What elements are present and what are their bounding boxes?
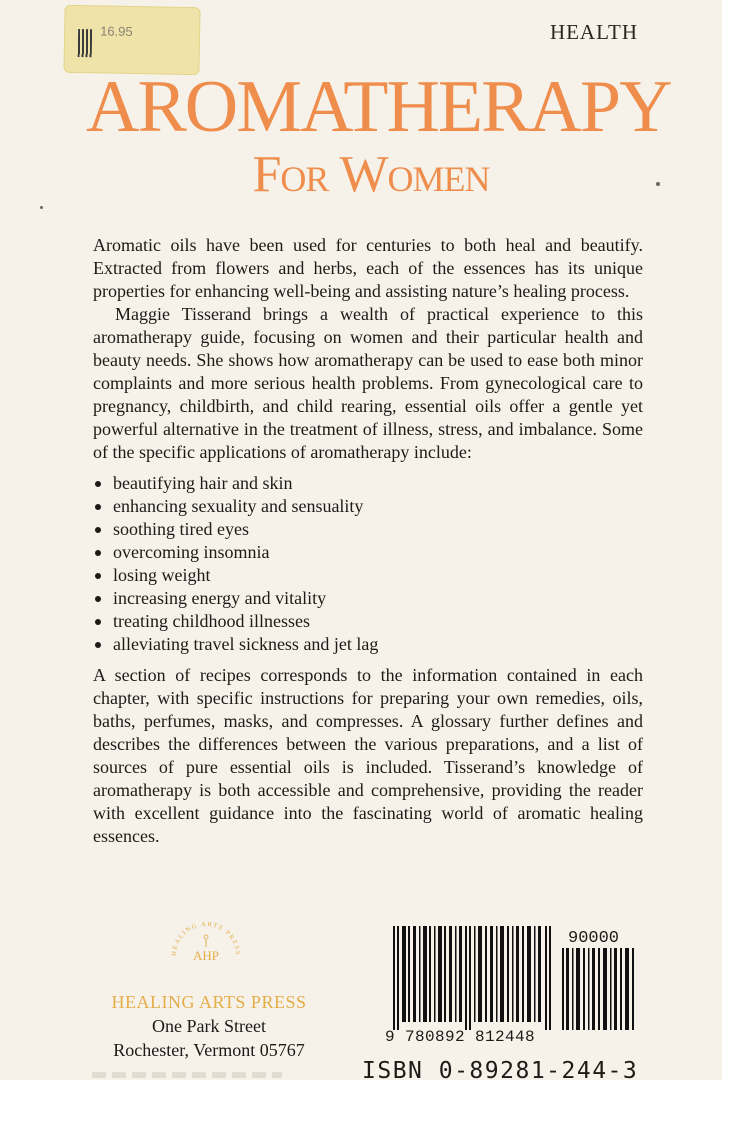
list-item: alleviating travel sickness and jet lag	[93, 633, 643, 656]
description-paragraph: Maggie Tisserand brings a wealth of practical experience to this aromatherapy guide, focusing on women and their particular health and beauty needs. She shows how aromatherapy can be used to ease both minor complaints and more serious health problems. From gynecological care to pregnancy, childbirth, and child rearing, essential oils offer a gentle yet powerful alternative in the treatment of illness, stress, and imbalance. Some of the specific applications of aromatherapy include:	[93, 304, 643, 462]
publisher-logo-icon	[158, 916, 254, 988]
category-label: HEALTH	[549, 20, 638, 44]
publisher-street: One Park Street	[152, 1016, 266, 1036]
description	[93, 234, 643, 848]
list-item: increasing energy and vitality	[93, 587, 643, 610]
faded-text-line	[92, 1072, 282, 1078]
ean-digits: 9 780892 812448	[385, 1028, 536, 1046]
isbn-number: ISBN 0-89281-244-3	[362, 1058, 639, 1080]
book-title: AROMATHERAPY	[86, 66, 671, 148]
list-item: overcoming insomnia	[93, 541, 643, 564]
logo-ring-text: HEALING ARTS PRESS	[170, 920, 242, 957]
publisher-city: Rochester, Vermont 05767	[113, 1040, 305, 1060]
sticker-barcode-icon	[78, 29, 92, 57]
print-speck	[40, 206, 43, 209]
ean-barcode-icon	[393, 926, 551, 1030]
book-subtitle: For Women	[252, 146, 490, 203]
list-item: beautifying hair and skin	[93, 472, 643, 495]
sticker-price: 16.95	[100, 23, 133, 40]
addon-digits: 90000	[568, 929, 620, 948]
addon-barcode-icon	[562, 948, 634, 1030]
list-item: losing weight	[93, 564, 643, 587]
publisher-name: HEALING ARTS PRESS	[111, 992, 307, 1012]
list-item: enhancing sexuality and sensuality	[93, 495, 643, 518]
publisher-block	[78, 990, 340, 1062]
list-item: treating childhood illnesses	[93, 610, 643, 633]
list-item: soothing tired eyes	[93, 518, 643, 541]
description-paragraph: Aromatic oils have been used for centuries to both heal and beautify. Extracted from flowers and herbs, each of the essences has its unique properties for enhancing well-being and assisting nature’s healing process.	[93, 235, 643, 301]
description-paragraph: A section of recipes corresponds to the information contained in each chapter, with specific instructions for preparing your own remedies, oils, baths, perfumes, masks, and compresses. A glossary further defines and describes the differences between the various preparations, and a list of sources of pure essential oils is included. Tisserand’s knowledge of aromatherapy is both accessible and comprehensive, providing the reader with excellent guidance into the fascinating world of aromatic healing essences.	[93, 665, 643, 846]
logo-monogram: AHP	[192, 948, 220, 963]
applications-list	[93, 472, 643, 656]
print-speck	[656, 182, 660, 186]
